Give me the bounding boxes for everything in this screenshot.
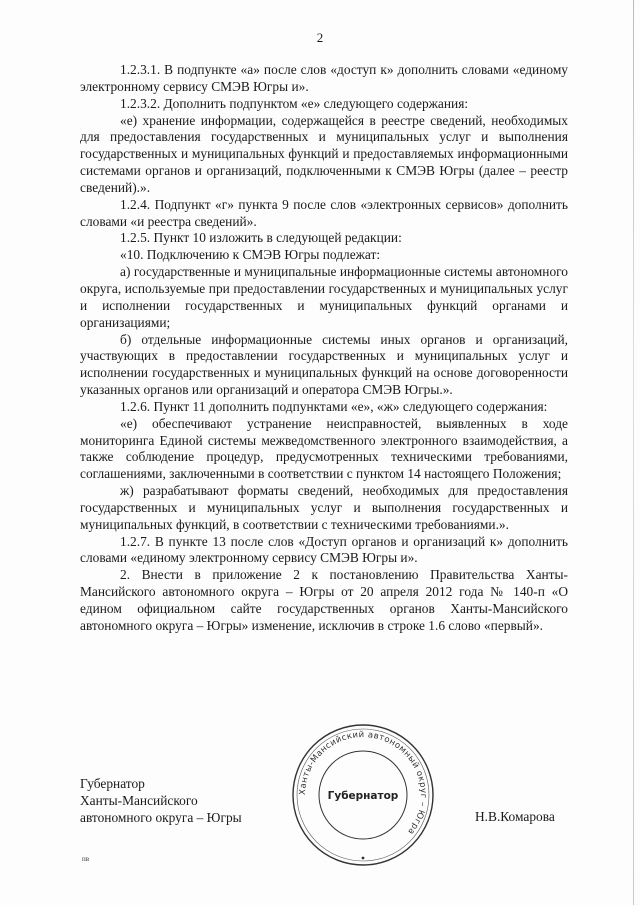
paragraph: а) государственные и муниципальные информационные системы автономного округа, используемые при предоставлении государственных и муниципальных услуг и исполнении государственных и муниципальных функций органами и организациями; bbox=[80, 264, 568, 330]
paragraph: 1.2.3.2. Дополнить подпунктом «е» следующего содержания: bbox=[120, 95, 469, 111]
signatory-name: Н.В.Комарова bbox=[475, 809, 555, 824]
seal-center-text: Губернатор bbox=[327, 790, 399, 802]
signatory-title-line: Ханты-Мансийского bbox=[80, 793, 198, 808]
paragraph: ж) разрабатывают форматы сведений, необходимых для предоставления государственных и муниципальных услуг и выполнения государственных и муниципальных функций, в соответствии с техническими требованиями.». bbox=[80, 483, 568, 532]
page-number: 2 bbox=[316, 30, 324, 45]
signatory-title-line: Губернатор bbox=[80, 776, 145, 791]
seal-dot bbox=[362, 857, 365, 860]
official-seal bbox=[288, 720, 438, 870]
paragraph: «е) обеспечивают устранение неисправностей, выявленных в ходе мониторинга Единой системы межведомственного электронного взаимодействия, а также соблюдение процедур, предусмотренных техническими требованиями, соглашениями, заключенными в соответствии с пунктом 14 настоящего Положения; bbox=[80, 415, 568, 482]
page-edge bbox=[633, 0, 634, 905]
document-body bbox=[80, 62, 568, 635]
paragraph: 1.2.5. Пункт 10 изложить в следующей редакции: bbox=[120, 230, 402, 246]
executor-mark: пв bbox=[82, 855, 90, 863]
paragraph: 1.2.3.1. В подпункте «а» после слов «доступ к» дополнить словами «единому электронному сервису СМЭВ Югры и». bbox=[80, 62, 568, 94]
paragraph: «10. Подключению к СМЭВ Югры подлежат: bbox=[120, 247, 381, 263]
paragraph: «е) хранение информации, содержащейся в реестре сведений, необходимых для предоставления государственных и муниципальных услуг и выполнения государственных и муниципальных функций и предоставляемых информационными системами органов и организаций, подключенными к СМЭВ Югры (далее – реестр сведений).». bbox=[80, 112, 568, 195]
paragraph: 2. Внести в приложение 2 к постановлению Правительства Ханты-Мансийского автономного округа – Югры от 20 апреля 2012 года № 140-п «О едином официальном сайте государственных органов Ханты-Мансийского автономного округа – Югры» изменение, исключив в строке 1.6 слово «первый». bbox=[80, 567, 568, 633]
paragraph: 1.2.7. В пункте 13 после слов «Доступ органов и организаций к» дополнить словами «единому электронному сервису СМЭВ Югры и». bbox=[80, 533, 568, 566]
seal-ring-text: Ханты-Мансийский автономный округ – Югра bbox=[297, 729, 429, 837]
signatory-title bbox=[80, 775, 242, 826]
paragraph: б) отдельные информационные системы иных органов и организаций, участвующих в предоставлении государственных и муниципальных услуг и исполнении государственных и муниципальных функций на основе договоренности указанных органов или организаций и оператора СМЭВ Югры.». bbox=[80, 331, 568, 398]
paragraph: 1.2.6. Пункт 11 дополнить подпунктами «е», «ж» следующего содержания: bbox=[120, 398, 548, 414]
signatory-title-line: автономного округа – Югры bbox=[80, 810, 242, 825]
paragraph: 1.2.4. Подпункт «г» пункта 9 после слов «электронных сервисов» дополнить словами «и реестра сведений». bbox=[80, 196, 568, 229]
svg-text:Ханты-Мансийский автономный ок bbox=[298, 730, 428, 836]
